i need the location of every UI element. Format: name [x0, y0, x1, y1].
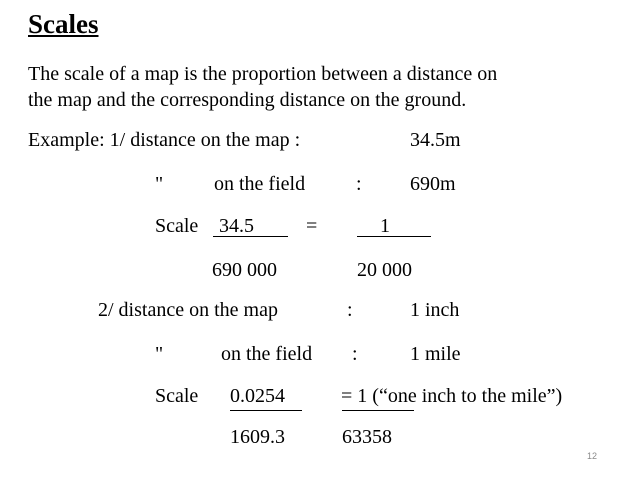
example2-map-value: 1 inch: [410, 299, 460, 321]
example2-fraction-left-bar: [230, 410, 302, 411]
example1-map-label: Example: 1/ distance on the map :: [28, 129, 301, 151]
example1-field-colon: :: [356, 173, 362, 195]
example2-fraction-right-denominator: 63358: [342, 426, 392, 448]
example2-field-colon: :: [352, 343, 358, 365]
example2-map-colon: :: [347, 299, 353, 321]
example2-fraction-right-bar: [342, 410, 414, 411]
example1-ditto-mark: ": [155, 173, 164, 195]
example2-field-value: 1 mile: [410, 343, 461, 365]
slide-title: Scales: [28, 9, 99, 39]
example2-fraction-left-numerator: 0.0254: [230, 385, 285, 407]
example1-fraction-left-numerator: 34.5: [219, 215, 254, 237]
slide-number: 12: [587, 451, 598, 461]
example1-fraction-left-bar: [213, 236, 288, 237]
example2-scale-label: Scale: [155, 385, 199, 407]
example1-fraction-right-denominator: 20 000: [357, 259, 412, 281]
example1-fraction-right-numerator: 1: [380, 215, 390, 237]
example1-fraction-right-bar: [357, 236, 431, 237]
example2-equals-one-note: = 1 (“one inch to the mile”): [341, 385, 563, 407]
definition-line-2: the map and the corresponding distance on the ground.: [28, 89, 467, 111]
example1-fraction-left-denominator: 690 000: [212, 259, 277, 281]
example1-equals: =: [306, 215, 318, 237]
example1-map-value: 34.5m: [410, 129, 461, 151]
example2-fraction-left-denominator: 1609.3: [230, 426, 285, 448]
example2-map-label: 2/ distance on the map: [98, 299, 278, 321]
example1-field-label: on the field: [214, 173, 306, 195]
example1-scale-label: Scale: [155, 215, 199, 237]
example1-field-value: 690m: [410, 173, 456, 195]
definition-line-1: The scale of a map is the proportion between a distance on: [28, 63, 498, 85]
example2-ditto-mark: ": [155, 343, 164, 365]
example2-field-label: on the field: [221, 343, 313, 365]
